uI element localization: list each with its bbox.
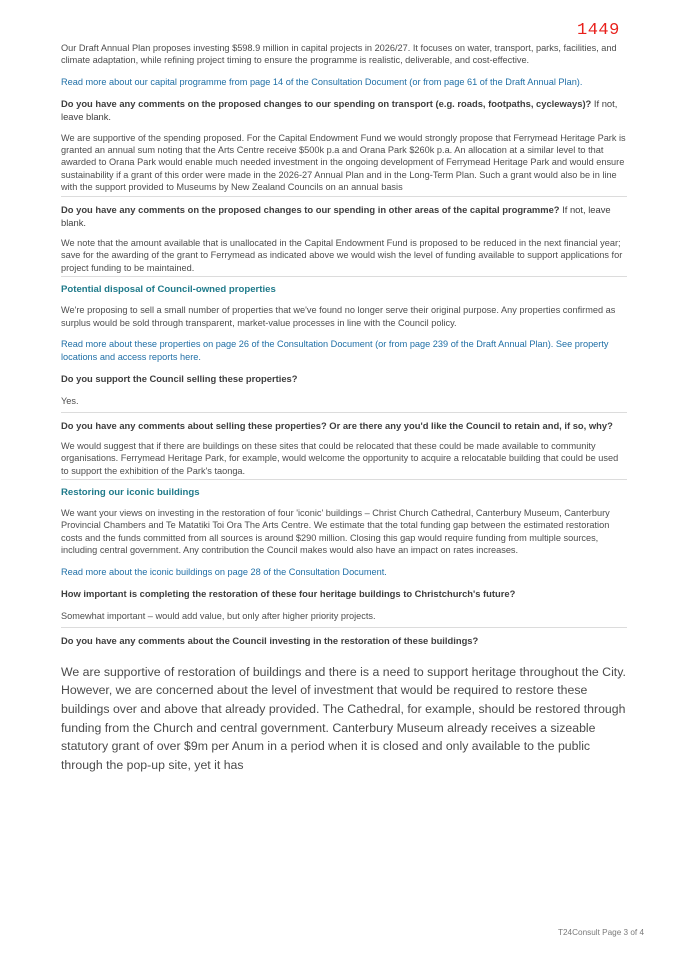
- divider: [61, 196, 627, 197]
- transport-question: [61, 97, 627, 123]
- page-footer: T24Consult Page 3 of 4: [558, 928, 645, 937]
- capital-other-question: [61, 203, 627, 229]
- disposal-link[interactable]: Read more about these properties on page 26 of the Consultation Document (or from page 239 of the Draft Annual Plan). See property locations and access reports here.: [61, 339, 609, 362]
- page-number: 1449: [577, 21, 620, 40]
- capital-other-answer: We note that the amount available that is unallocated in the Capital Endowment Fund is proposed to be reduced in the next financial year; save for the awarding of the grant to Ferrymead as indicated above we would wish the level of funding available to support applications for project funding to be maintained.: [61, 238, 623, 273]
- divider: [61, 412, 627, 413]
- divider: [61, 627, 627, 628]
- disposal-heading: Potential disposal of Council-owned properties: [61, 284, 276, 296]
- document-body: [61, 42, 627, 774]
- disposal-comments-question: Do you have any comments about selling these properties? Or are there any you'd like the Council to retain and, if so, why?: [61, 419, 613, 431]
- divider: [61, 276, 627, 277]
- capital-programme-link[interactable]: Read more about our capital programme from page 14 of the Consultation Document (or from page 61 of the Draft Annual Plan).: [61, 76, 583, 87]
- capital-other-question-text: Do you have any comments on the proposed changes to our spending in other areas of the capital programme?: [61, 203, 560, 215]
- transport-question-text: Do you have any comments on the proposed changes to our spending on transport (e.g. roads, footpaths, cycleways)?: [61, 98, 592, 110]
- divider: [61, 479, 627, 480]
- iconic-importance-answer: Somewhat important – would add value, but only after higher priority projects.: [61, 611, 376, 622]
- disposal-support-question: Do you support the Council selling these properties?: [61, 372, 298, 384]
- iconic-comments-question: Do you have any comments about the Council investing in the restoration of these buildings?: [61, 634, 479, 646]
- iconic-heading: Restoring our iconic buildings: [61, 486, 200, 498]
- disposal-support-answer: Yes.: [61, 396, 79, 407]
- disposal-comments-answer: We would suggest that if there are buildings on these sites that could be relocated that these could be made available to community organisations. Ferrymead Heritage Park, for example, would welcome the opportunity to acquire a relocatable building that could be used to support the exhibition of the Park's taonga.: [61, 440, 619, 476]
- capital-other-question-note: If not, leave blank.: [61, 203, 611, 228]
- iconic-importance-question: How important is completing the restoration of these four heritage buildings to Christchurch's future?: [61, 587, 516, 599]
- iconic-text: We want your views on investing in the restoration of four 'iconic' buildings – Christ Church Cathedral, Canterbury Museum, Canterbury Provincial Chambers and Te Matatiki Toi Ora The Arts Centre. We estimate that the total funding gap between the estimated restoration costs and the funds committed from all sources is around $290 million. Closing this gap would require funding from multiple sources, including central government. Any contribution the Council makes would also have an impact on rates increases.: [61, 507, 610, 556]
- capital-intro-text: Our Draft Annual Plan proposes investing $598.9 million in capital projects in 2026/27. It focuses on water, transport, parks, facilities, and climate adaptation, while refining project timing to ensure the programme is realistic, deliverable, and cost-effective.: [61, 43, 617, 66]
- transport-answer: We are supportive of the spending proposed. For the Capital Endowment Fund we would strongly propose that Ferrymead Heritage Park is granted an annual sum noting that the Arts Centre receive $500k p.a and Orana Park $260k p.a. An allocation at a similar level to that awarded to Orana Park would enable much needed investment in the ongoing development of Ferrymead Heritage Park and would ensure sustainability if a grant of this order were made in the 2026-27 Annual Plan and in the Long-Term Plan. Such a grant would also be in line with the support provided to Museums by New Zealand Councils on an annual basis: [61, 132, 626, 193]
- disposal-text: We're proposing to sell a small number of properties that we've found no longer serve their original purpose. Any properties confirmed as surplus would be sold through transparent, market-value processes in line with the Council policy.: [61, 305, 616, 328]
- iconic-comments-answer: We are supportive of restoration of buildings and there is a need to support heritage throughout the City. However, we are concerned about the level of investment that would be required to restore these buildings over and above that already provided. The Cathedral, for example, should be restored through funding from the Church and central government. Canterbury Museum already receives a sizeable statutory grant of over $9m per Anum in a period when it is closed and only available to the public through the pop-up site, yet it has: [61, 664, 626, 772]
- transport-question-note: If not, leave blank.: [61, 98, 618, 123]
- iconic-link[interactable]: Read more about the iconic buildings on page 28 of the Consultation Document.: [61, 566, 387, 577]
